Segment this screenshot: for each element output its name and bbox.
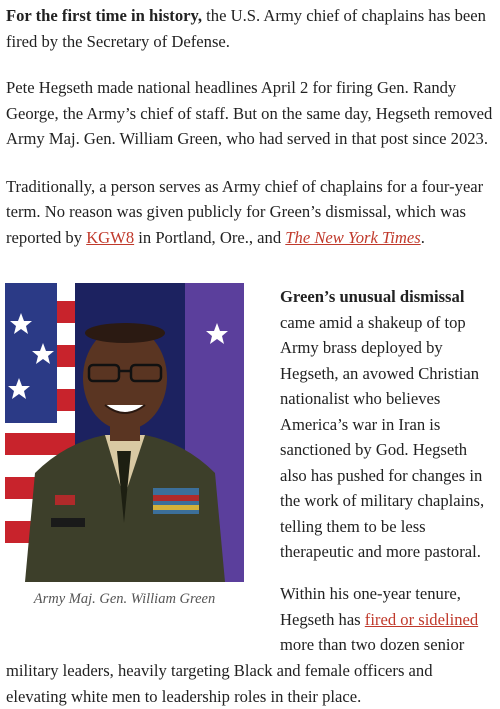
term-text-c: . [420, 227, 425, 247]
term-text-a: Traditionally, a person serves as Army chief of chaplains for a four-year term. No reason was given publicly for Green’s dismissal, which was reported by [6, 176, 484, 247]
dismissal-lead: Green’s unusual dismissal [280, 287, 465, 306]
paragraph-intro [6, 0, 494, 54]
link-new-york-times[interactable]: The New York Times [285, 227, 421, 247]
photo-caption: Army Maj. Gen. William Green [33, 591, 216, 607]
link-kgw8[interactable]: KGW8 [86, 227, 135, 247]
tenure-text-b: more than two dozen senior [280, 635, 465, 654]
paragraph-dismissal [280, 284, 496, 565]
photo-figure [5, 283, 244, 609]
paragraph-term [6, 174, 494, 251]
paragraph-hegseth-firing: Pete Hegseth made national headlines April 2 for firing Gen. Randy George, the Army’s chief of staff. But on the same day, Hegseth removed Army Maj. Gen. William Green, who had served in that post since 2023. [6, 78, 493, 148]
tenure-text-a: Within his one-year tenure, Hegseth has [280, 584, 461, 629]
dismissal-text: came amid a shakeup of top Army brass deployed by Hegseth, an avowed Christian nationalist who believes America’s war in Iran is sanctioned by God. Hegseth also has pushed for changes in the work of military chaplains, telling them to be less therapeutic and more pastoral. [280, 312, 485, 561]
term-text-b: in Portland, Ore., and [134, 227, 286, 247]
link-fired-or-sidelined[interactable]: fired or sidelined [364, 609, 479, 629]
intro-lead: For the first time in history, [6, 6, 203, 25]
intro-text: the U.S. Army chief of chaplains has been fired by the Secretary of Defense. [6, 6, 486, 51]
paragraph-tenure-continued: military leaders, heavily targeting Black and female officers and elevating white men to leadership roles in their place. [6, 661, 433, 706]
paragraph-tenure [280, 581, 496, 658]
portrait-photo [5, 283, 244, 582]
